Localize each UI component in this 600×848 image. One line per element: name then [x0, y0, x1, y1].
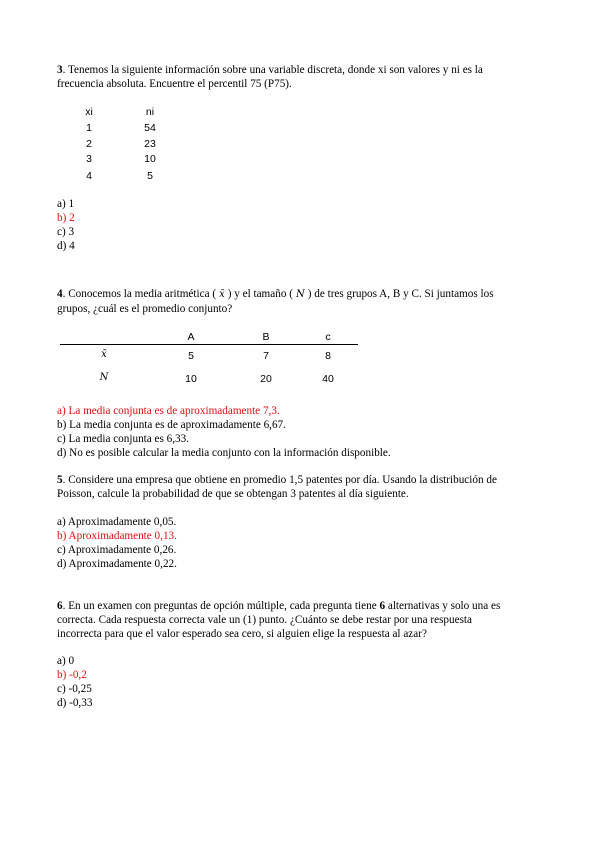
row-label-mean: x̄ [101, 349, 107, 360]
question-4-text-line-1: 4. Conocemos la media aritmética ( x̄ ) y el tamaño ( N ) de tres grupos A, B y C. Si juntamos los [57, 288, 494, 300]
question-4 [57, 287, 547, 316]
table-cell: 40 [322, 373, 334, 385]
question-6 [57, 599, 547, 641]
question-6-text-line-2: correcta. Cada respuesta correcta vale un (1) punto. ¿Cuánto se debe restar por una respuesta [57, 614, 472, 626]
question-5-options [57, 515, 547, 571]
option-b-correct: b) Aproximadamente 0,13. [57, 530, 177, 542]
n-symbol: N [295, 289, 305, 300]
table-cell: 23 [144, 138, 156, 150]
option-b: b) La media conjunta es de aproximadamente 6,67. [57, 419, 286, 431]
option-c: c) La media conjunta es 6,33. [57, 433, 190, 445]
table-cell: 3 [86, 153, 92, 165]
option-c: c) 3 [57, 226, 75, 238]
question-6-text-line-1: 6. En un examen con preguntas de opción múltiple, cada pregunta tiene 6 alternativas y solo una es [57, 600, 501, 612]
question-4-number: 4 [57, 288, 63, 300]
question-3-number: 3 [57, 64, 63, 76]
option-c: c) -0,25 [57, 683, 92, 695]
table-cell: 5 [188, 350, 194, 362]
table-header-xi: xi [85, 106, 93, 118]
row-label-n: N [99, 372, 109, 383]
question-5-number: 5 [57, 474, 63, 486]
table-cell: 1 [86, 122, 92, 134]
option-a-correct: a) La media conjunta es de aproximadamente 7,3. [57, 405, 280, 417]
table-cell: 10 [144, 153, 156, 165]
table-cell: 54 [144, 122, 156, 134]
question-6-text-line-3: incorrecta para que el valor esperado sea cero, si alguien elige la respuesta al azar? [57, 628, 427, 640]
option-b-correct: b) 2 [57, 212, 75, 224]
table-cell: 5 [147, 170, 153, 182]
option-d: d) -0,33 [57, 697, 93, 709]
table-cell: 8 [325, 350, 331, 362]
question-3-table [75, 105, 185, 185]
option-b-correct: b) -0,2 [57, 669, 87, 681]
table-cell: 7 [263, 350, 269, 362]
table-cell: 2 [86, 138, 92, 150]
question-6-bold-number: 6 [379, 600, 386, 612]
question-3-text-line-2: frecuencia absoluta. Encuentre el percentil 75 (P75). [57, 78, 292, 90]
table-header-c: c [325, 331, 331, 343]
question-3-text-line-1: 3. Tenemos la siguiente información sobre una variable discreta, donde xi son valores y ni es la [57, 64, 483, 76]
option-a: a) 0 [57, 655, 75, 667]
question-4-text-line-2: grupos, ¿cuál es el promedio conjunto? [57, 303, 233, 315]
option-a: a) 1 [57, 198, 75, 210]
option-d: d) Aproximadamente 0,22. [57, 558, 177, 570]
mean-symbol: x̄ [219, 289, 225, 300]
table-cell: 10 [185, 373, 197, 385]
table-cell: 20 [260, 373, 272, 385]
question-4-table [60, 330, 360, 390]
table-cell: 4 [86, 170, 92, 182]
option-c: c) Aproximadamente 0,26. [57, 544, 177, 556]
option-d: d) No es posible calcular la media conjunto con la información disponible. [57, 447, 391, 459]
question-5-text-line-1: 5. Considere una empresa que obtiene en promedio 1,5 patentes por día. Usando la distribución de [57, 474, 497, 486]
question-4-options [57, 404, 547, 460]
question-5-text-line-2: Poisson, calcule la probabilidad de que se obtengan 3 patentes al día siguiente. [57, 488, 409, 500]
question-5 [57, 473, 547, 501]
question-6-number: 6 [57, 600, 63, 612]
question-3 [57, 63, 547, 91]
table-header-ni: ni [145, 106, 155, 118]
table-rule [60, 344, 358, 345]
question-6-options [57, 654, 547, 710]
question-3-options [57, 197, 547, 253]
option-a: a) Aproximadamente 0,05. [57, 516, 177, 528]
table-header-b: B [262, 331, 270, 343]
option-d: d) 4 [57, 240, 75, 252]
table-header-a: A [187, 331, 195, 343]
